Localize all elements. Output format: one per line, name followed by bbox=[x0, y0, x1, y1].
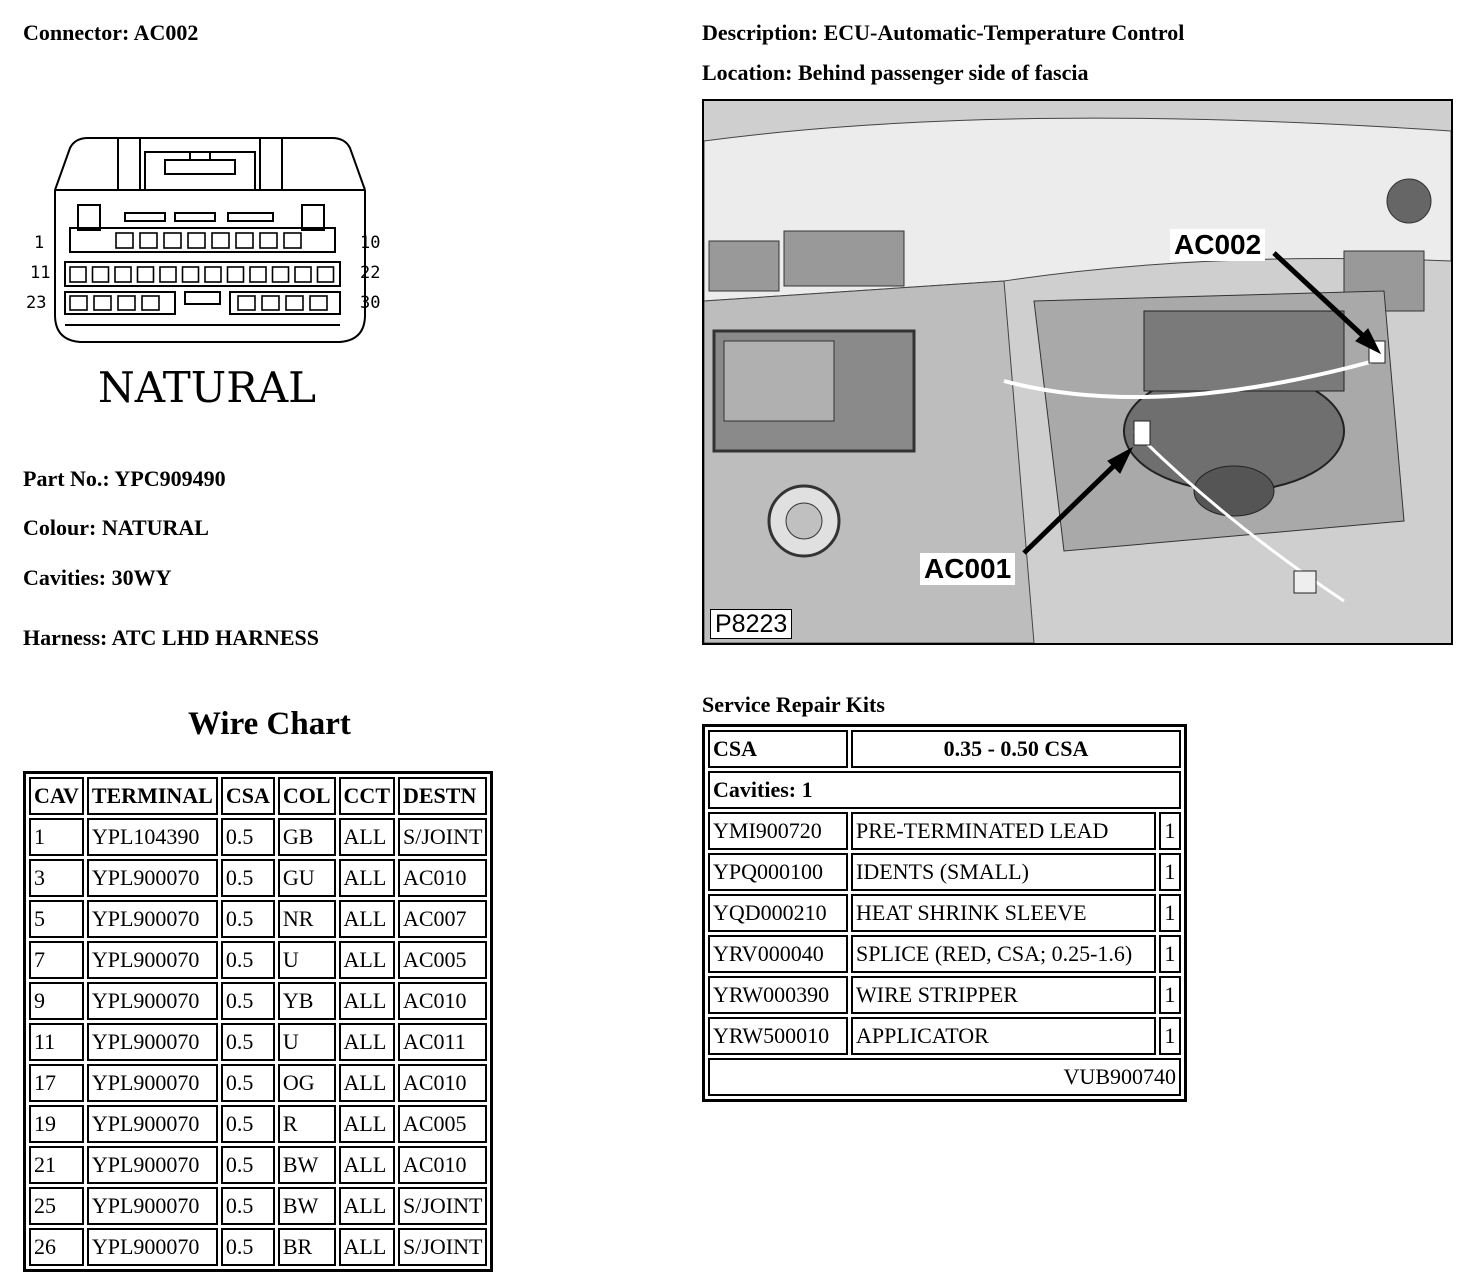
list-item bbox=[708, 1017, 1181, 1055]
cell-csa: 0.5 bbox=[221, 1228, 275, 1266]
table-row bbox=[29, 1105, 487, 1143]
table-row bbox=[29, 982, 487, 1020]
pin-label-10: 10 bbox=[360, 233, 381, 253]
pin-label-23: 23 bbox=[26, 293, 47, 313]
cell-destn: S/JOINT bbox=[398, 1187, 487, 1225]
cell-destn: S/JOINT bbox=[398, 1228, 487, 1266]
cell-cct: ALL bbox=[339, 859, 395, 897]
col-header-csa: CSA bbox=[221, 777, 275, 815]
cavity bbox=[228, 267, 244, 282]
kit-description: PRE-TERMINATED LEAD bbox=[851, 812, 1156, 850]
cell-terminal: YPL900070 bbox=[87, 1105, 218, 1143]
list-item bbox=[708, 935, 1181, 973]
cell-col: BW bbox=[278, 1187, 336, 1225]
cell-cav: 21 bbox=[29, 1146, 84, 1184]
table-row bbox=[29, 1064, 487, 1102]
cell-csa: 0.5 bbox=[221, 1064, 275, 1102]
cavity bbox=[250, 267, 266, 282]
cell-cav: 19 bbox=[29, 1105, 84, 1143]
cell-col: YB bbox=[278, 982, 336, 1020]
kit-description: IDENTS (SMALL) bbox=[851, 853, 1156, 891]
service-kits-title: Service Repair Kits bbox=[702, 692, 885, 717]
kit-part-number: YMI900720 bbox=[708, 812, 848, 850]
kits-number-row bbox=[708, 1058, 1181, 1096]
cell-cct: ALL bbox=[339, 1146, 395, 1184]
cell-col: U bbox=[278, 941, 336, 979]
kit-quantity: 1 bbox=[1159, 1017, 1181, 1055]
cavities-info: Cavities: 30WY bbox=[23, 565, 172, 590]
table-row bbox=[29, 1146, 487, 1184]
col-header-col: COL bbox=[278, 777, 336, 815]
table-row bbox=[29, 818, 487, 856]
cavity bbox=[138, 267, 154, 282]
cell-cct: ALL bbox=[339, 941, 395, 979]
cell-terminal: YPL900070 bbox=[87, 1146, 218, 1184]
cell-cav: 9 bbox=[29, 982, 84, 1020]
kit-quantity: 1 bbox=[1159, 853, 1181, 891]
cavity bbox=[318, 267, 334, 282]
cavity bbox=[310, 296, 327, 310]
service-kits-table bbox=[702, 724, 1187, 1102]
cavity bbox=[93, 267, 109, 282]
cell-terminal: YPL900070 bbox=[87, 900, 218, 938]
cell-col: BW bbox=[278, 1146, 336, 1184]
kit-quantity: 1 bbox=[1159, 976, 1181, 1014]
cell-csa: 0.5 bbox=[221, 1105, 275, 1143]
cell-terminal: YPL900070 bbox=[87, 859, 218, 897]
cell-col: GU bbox=[278, 859, 336, 897]
cell-cav: 26 bbox=[29, 1228, 84, 1266]
cavity bbox=[205, 267, 221, 282]
kit-quantity: 1 bbox=[1159, 812, 1181, 850]
cell-cct: ALL bbox=[339, 1023, 395, 1061]
kits-csa-label: CSA bbox=[708, 730, 848, 768]
cell-csa: 0.5 bbox=[221, 859, 275, 897]
pin-label-11: 11 bbox=[30, 263, 51, 283]
kit-description: APPLICATOR bbox=[851, 1017, 1156, 1055]
kit-quantity: 1 bbox=[1159, 894, 1181, 932]
kits-csa-value: 0.35 - 0.50 CSA bbox=[851, 730, 1181, 768]
cell-cav: 17 bbox=[29, 1064, 84, 1102]
colour-info: Colour: NATURAL bbox=[23, 515, 209, 540]
cell-csa: 0.5 bbox=[221, 941, 275, 979]
cavity bbox=[70, 296, 87, 310]
col-header-cct: CCT bbox=[339, 777, 395, 815]
cell-col: OG bbox=[278, 1064, 336, 1102]
col-header-cav: CAV bbox=[29, 777, 84, 815]
cavity bbox=[70, 267, 86, 282]
cell-destn: AC011 bbox=[398, 1023, 487, 1061]
cell-cct: ALL bbox=[339, 1228, 395, 1266]
connector-colour-caption: NATURAL bbox=[98, 363, 317, 412]
cell-cav: 5 bbox=[29, 900, 84, 938]
cavity bbox=[238, 296, 255, 310]
cell-col: BR bbox=[278, 1228, 336, 1266]
table-row bbox=[29, 859, 487, 897]
cell-destn: AC010 bbox=[398, 1146, 487, 1184]
kits-csa-row bbox=[708, 730, 1181, 768]
part-number: Part No.: YPC909490 bbox=[23, 466, 226, 491]
cavity bbox=[116, 233, 133, 248]
cavity bbox=[118, 296, 135, 310]
kit-quantity: 1 bbox=[1159, 935, 1181, 973]
kit-description: WIRE STRIPPER bbox=[851, 976, 1156, 1014]
cell-cav: 7 bbox=[29, 941, 84, 979]
kits-cavities-row bbox=[708, 771, 1181, 809]
cell-terminal: YPL900070 bbox=[87, 1023, 218, 1061]
cavity bbox=[94, 296, 111, 310]
cell-terminal: YPL900070 bbox=[87, 982, 218, 1020]
cell-destn: AC005 bbox=[398, 941, 487, 979]
cell-destn: AC005 bbox=[398, 1105, 487, 1143]
cell-destn: AC010 bbox=[398, 1064, 487, 1102]
fascia-illustration bbox=[704, 101, 1451, 643]
callout-ac002: AC002 bbox=[1170, 229, 1265, 261]
cavity bbox=[115, 267, 131, 282]
kit-number: VUB900740 bbox=[708, 1058, 1181, 1096]
cell-col: NR bbox=[278, 900, 336, 938]
kit-part-number: YRW000390 bbox=[708, 976, 848, 1014]
kit-part-number: YRV000040 bbox=[708, 935, 848, 973]
cavity bbox=[273, 267, 289, 282]
list-item bbox=[708, 894, 1181, 932]
cavity bbox=[295, 267, 311, 282]
cavity bbox=[164, 233, 181, 248]
cell-col: R bbox=[278, 1105, 336, 1143]
col-header-terminal: TERMINAL bbox=[87, 777, 218, 815]
table-row bbox=[29, 1228, 487, 1266]
cell-terminal: YPL104390 bbox=[87, 818, 218, 856]
harness-info: Harness: ATC LHD HARNESS bbox=[23, 625, 320, 650]
kit-part-number: YRW500010 bbox=[708, 1017, 848, 1055]
list-item bbox=[708, 976, 1181, 1014]
table-row bbox=[29, 1187, 487, 1225]
connector-label: Connector: AC002 bbox=[23, 20, 199, 45]
table-row bbox=[29, 900, 487, 938]
cavity bbox=[262, 296, 279, 310]
cell-cct: ALL bbox=[339, 1064, 395, 1102]
cell-cct: ALL bbox=[339, 1187, 395, 1225]
cell-csa: 0.5 bbox=[221, 982, 275, 1020]
cell-cav: 3 bbox=[29, 859, 84, 897]
cell-cct: ALL bbox=[339, 818, 395, 856]
photo-id: P8223 bbox=[710, 609, 792, 639]
wire-chart-header-row bbox=[29, 777, 487, 815]
cell-cct: ALL bbox=[339, 982, 395, 1020]
cavity bbox=[188, 233, 205, 248]
cell-terminal: YPL900070 bbox=[87, 1187, 218, 1225]
cell-csa: 0.5 bbox=[221, 1187, 275, 1225]
cavity bbox=[160, 267, 176, 282]
pin-label-30: 30 bbox=[360, 293, 381, 313]
cell-terminal: YPL900070 bbox=[87, 1064, 218, 1102]
pin-label-22: 22 bbox=[360, 263, 381, 283]
kit-part-number: YQD000210 bbox=[708, 894, 848, 932]
wire-chart-table bbox=[23, 771, 493, 1272]
connector-face-diagram bbox=[20, 130, 400, 420]
kit-description: HEAT SHRINK SLEEVE bbox=[851, 894, 1156, 932]
cavity bbox=[142, 296, 159, 310]
cell-destn: AC010 bbox=[398, 859, 487, 897]
location-label: Location: Behind passenger side of fascia bbox=[702, 60, 1089, 85]
cell-destn: S/JOINT bbox=[398, 818, 487, 856]
cell-cct: ALL bbox=[339, 1105, 395, 1143]
kit-part-number: YPQ000100 bbox=[708, 853, 848, 891]
cell-terminal: YPL900070 bbox=[87, 941, 218, 979]
location-photo bbox=[702, 99, 1453, 645]
pin-label-1: 1 bbox=[34, 233, 45, 253]
cell-cct: ALL bbox=[339, 900, 395, 938]
table-row bbox=[29, 941, 487, 979]
table-row bbox=[29, 1023, 487, 1061]
wire-chart-title: Wire Chart bbox=[188, 706, 351, 742]
kit-description: SPLICE (RED, CSA; 0.25-1.6) bbox=[851, 935, 1156, 973]
cavity bbox=[183, 267, 199, 282]
cell-destn: AC010 bbox=[398, 982, 487, 1020]
kits-cavities: Cavities: 1 bbox=[708, 771, 1181, 809]
cell-terminal: YPL900070 bbox=[87, 1228, 218, 1266]
cavity bbox=[284, 233, 301, 248]
cavity bbox=[236, 233, 253, 248]
cell-csa: 0.5 bbox=[221, 900, 275, 938]
cell-csa: 0.5 bbox=[221, 1023, 275, 1061]
cell-cav: 1 bbox=[29, 818, 84, 856]
cell-cav: 25 bbox=[29, 1187, 84, 1225]
cell-col: U bbox=[278, 1023, 336, 1061]
cavity bbox=[260, 233, 277, 248]
cell-csa: 0.5 bbox=[221, 1146, 275, 1184]
cell-csa: 0.5 bbox=[221, 818, 275, 856]
cavity bbox=[140, 233, 157, 248]
list-item bbox=[708, 812, 1181, 850]
callout-ac001: AC001 bbox=[920, 553, 1015, 585]
description-label: Description: ECU-Automatic-Temperature Control bbox=[702, 20, 1185, 45]
cell-col: GB bbox=[278, 818, 336, 856]
cavity bbox=[212, 233, 229, 248]
cell-cav: 11 bbox=[29, 1023, 84, 1061]
cell-destn: AC007 bbox=[398, 900, 487, 938]
cavity bbox=[286, 296, 303, 310]
list-item bbox=[708, 853, 1181, 891]
col-header-destn: DESTN bbox=[398, 777, 487, 815]
